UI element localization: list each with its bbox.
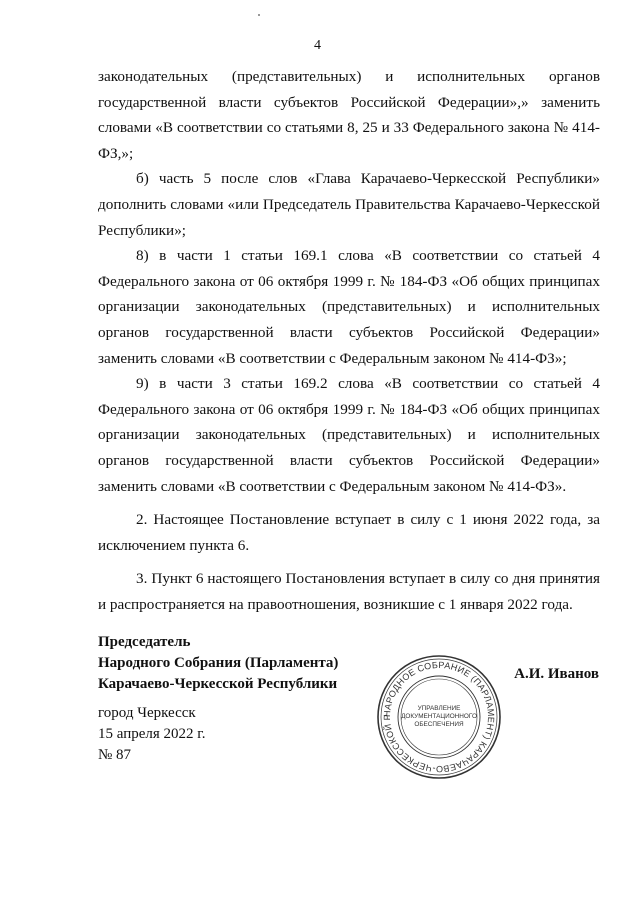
paragraph-continuation: законодательных (представительных) и исполнительных органов государственной власти субъектов Российской Федерации»,» заменить словами «В соответствии со статьями 8, 25 и 33 Федерального закона № 414-ФЗ,»;	[98, 68, 600, 162]
signer-title-line-1: Председатель	[98, 634, 191, 650]
city-line: город Черкесск	[98, 705, 196, 721]
seal-center-line-1: УПРАВЛЕНИЕ	[417, 705, 461, 712]
signature-block	[98, 632, 338, 695]
document-body	[98, 64, 600, 617]
signer-name: А.И. Иванов	[514, 666, 599, 682]
paragraph-item-9: 9) в части 3 статьи 169.2 слова «В соответствии со статьей 4 Федерального закона от 06 октября 1999 г. № 184-ФЗ «Об общих принципах организации законодательных (представительных) и исполнительных органов государственной власти субъектов Российской Федерации» заменить словами «В соответствии с Федеральным законом № 414-ФЗ».	[98, 375, 600, 495]
official-seal	[375, 653, 503, 781]
signer-title-line-3: Карачаево-Черкесской Республики	[98, 676, 338, 692]
signer-title-line-2: Народного Собрания (Парламента)	[98, 655, 339, 671]
paragraph-item-b: б) часть 5 после слов «Глава Карачаево-Черкесской Республики» дополнить словами «или Председатель Правительства Карачаево-Черкесской Республики»;	[98, 170, 600, 239]
seal-center-line-2: ДОКУМЕНТАЦИОННОГО	[401, 713, 477, 720]
page-number: 4	[314, 38, 321, 53]
document-number: № 87	[98, 747, 132, 763]
seal-graphic	[375, 653, 503, 781]
date-line: 15 апреля 2022 г.	[98, 726, 206, 742]
seal-center-line-3: ОБЕСПЕЧЕНИЯ	[414, 721, 464, 728]
paragraph-clause-2: 2. Настоящее Постановление вступает в силу с 1 июня 2022 года, за исключением пункта 6.	[98, 511, 600, 554]
scan-speck	[258, 14, 260, 16]
paragraph-item-8: 8) в части 1 статьи 169.1 слова «В соответствии со статьей 4 Федерального закона от 06 октября 1999 г. № 184-ФЗ «Об общих принципах организации законодательных (представительных) и исполнительных органов государственной власти субъектов Российской Федерации» заменить словами «В соответствии с Федеральным законом № 414-ФЗ»;	[98, 247, 600, 367]
seal-ring-text: НАРОДНОЕ СОБРАНИЕ (ПАРЛАМЕНТ) КАРАЧАЕВО-ЧЕРКЕССКОЙ Р	[381, 659, 497, 775]
place-date-block	[98, 703, 206, 766]
paragraph-clause-3: 3. Пункт 6 настоящего Постановления вступает в силу со дня принятия и распространяется на правоотношения, возникшие с 1 января 2022 года.	[98, 570, 600, 613]
